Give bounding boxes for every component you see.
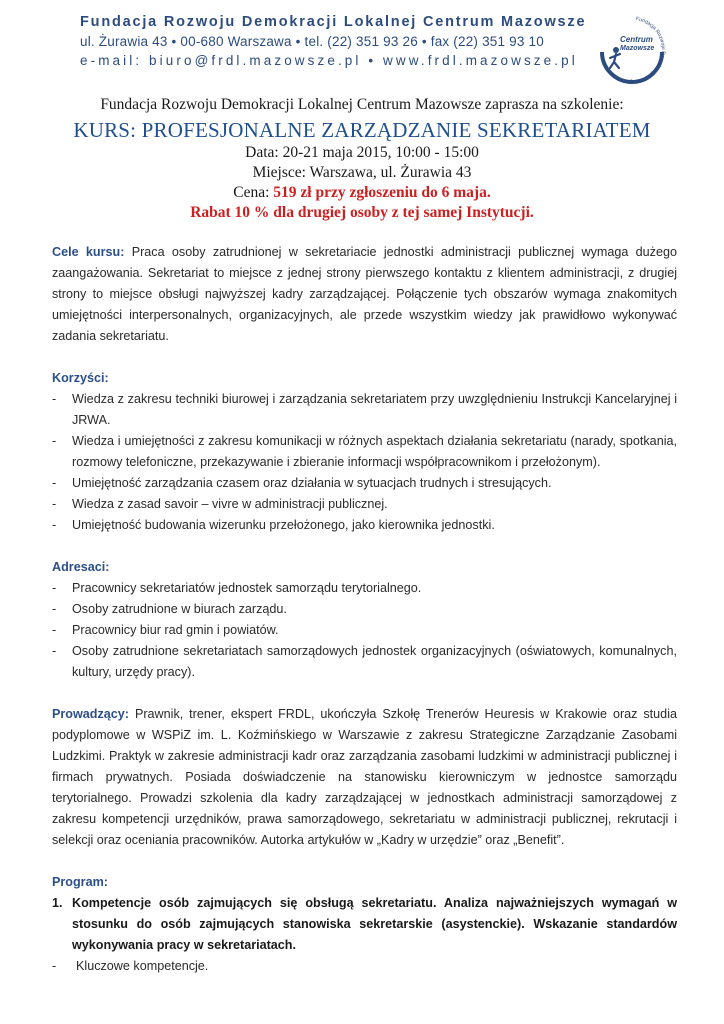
invitation-intro: Fundacja Rozwoju Demokracji Lokalnej Centrum Mazowsze zaprasza na szkolenie:: [100, 96, 624, 113]
dash-bullet: -: [52, 476, 57, 490]
list-item-text: Pracownicy biur rad gmin i powiatów.: [72, 623, 279, 637]
dash-bullet: -: [52, 644, 57, 658]
list-item-text: Osoby zatrudnione w biurach zarządu.: [72, 602, 287, 616]
program-item-text: Kompetencje osób zajmujących się obsługą sekretariatu. Analiza najważniejszych wymagań w stosunku do osób zajmujących stanowiska sekretarskie (asystenckie). Wskazanie standardów wykonywania pracy w sekretariatach.: [72, 896, 677, 952]
dash-bullet: -: [52, 623, 57, 637]
price-label: Cena:: [233, 184, 274, 201]
program-item-number: 1.: [52, 896, 63, 910]
list-item: [52, 494, 677, 515]
course-title: KURS: PROFESJONALNE ZARZĄDZANIE SEKRETARIATEM: [73, 118, 651, 142]
trainer-section: [52, 704, 677, 851]
document-body: [52, 242, 677, 977]
running-figure-icon: [610, 47, 620, 68]
course-date: Data: 20-21 maja 2015, 10:00 - 15:00: [245, 144, 479, 161]
list-item: [52, 431, 677, 473]
list-item: [52, 515, 677, 536]
list-item: [52, 620, 677, 641]
program-heading: Program:: [52, 875, 108, 889]
org-contact: e-mail: biuro@frdl.mazowsze.pl • www.frdl.mazowsze.pl: [80, 53, 578, 68]
list-item-text: Wiedza z zakresu techniki biurowej i zarządzania sekretariatem przy uwzględnieniu Instrukcji Kancelaryjnej i JRWA.: [72, 392, 677, 427]
list-item-text: Kluczowe kompetencje.: [76, 959, 209, 973]
dash-bullet: -: [52, 497, 57, 511]
trainer-text: Prawnik, trener, ekspert FRDL, ukończyła Szkołę Trenerów Heuresis w Krakowie oraz studia podyplomowe w WSPiZ im. L. Koźmińskiego w Warszawie z zakresu Strategiczne Zarządzanie Zasobami Ludzkimi. Praktyk w zakresie administracji kadr oraz zarządzania zasobami ludzkimi w administracji publicznej i firmach prywatnych. Posiada doświadczenie na stanowisku kierowniczym w jednostce samorządu terytorialnego. Prowadzi szkolenia dla kadry zarządzającej w jednostkach administracji samorządowej z zakresu kompetencji urzędników, prawa samorządowego, sekretariatu w administracji publicznej, rekrutacji i selekcji oraz oceniania pracowników. Autorka artykułów w „Kadry w urzędzie” oraz „Benefit”.: [52, 707, 677, 847]
list-item: [52, 599, 677, 620]
price-value: 519 zł przy zgłoszeniu do 6 maja.: [273, 184, 491, 201]
benefits-heading: Korzyści:: [52, 371, 109, 385]
goals-section: [52, 242, 677, 347]
course-discount: Rabat 10 % dla drugiej osoby z tej samej Instytucji.: [190, 204, 534, 221]
org-address: ul. Żurawia 43 • 00-680 Warszawa • tel. (22) 351 93 26 • fax (22) 351 93 10: [80, 34, 544, 49]
list-item-text: Umiejętność budowania wizerunku przełożonego, jako kierownika jednostki.: [72, 518, 495, 532]
audience-section: [52, 557, 677, 683]
letterhead: [0, 0, 724, 94]
audience-heading: Adresaci:: [52, 560, 110, 574]
list-item-text: Pracownicy sekretariatów jednostek samorządu terytorialnego.: [72, 581, 422, 595]
dash-bullet: -: [52, 602, 57, 616]
audience-list: [52, 578, 677, 683]
logo-line2: Mazowsze: [620, 45, 655, 52]
list-item: [52, 473, 677, 494]
list-item: [52, 956, 677, 977]
frdl-logo: [594, 12, 670, 88]
course-place: Miejsce: Warszawa, ul. Żurawia 43: [252, 164, 472, 181]
dash-bullet: -: [52, 959, 57, 973]
dash-bullet: -: [52, 392, 57, 406]
letterhead-text: [80, 14, 587, 68]
list-item-text: Wiedza z zasad savoir – vivre w administracji publicznej.: [72, 497, 388, 511]
course-price: [0, 183, 724, 203]
program-item: [52, 893, 677, 956]
list-item-text: Wiedza i umiejętności z zakresu komunikacji w różnych aspektach działania sekretariatu (narady, spotkania, rozmowy telefoniczne, przekazywanie i zbieranie informacji współpracownikom i przełożonym).: [72, 434, 677, 469]
list-item-text: Umiejętność zarządzania czasem oraz działania w sytuacjach trudnych i stresujących.: [72, 476, 552, 490]
org-name: Fundacja Rozwoju Demokracji Lokalnej Centrum Mazowsze: [80, 14, 587, 30]
benefits-section: [52, 368, 677, 536]
goals-text: Praca osoby zatrudnionej w sekretariacie jednostki administracji publicznej wymaga dużego zaangażowania. Sekretariat to miejsce z jednej strony pierwszego kontaktu z klientem administracji, z drugiej strony to miejsce obsługi najwyższej kadry zarządzającej. Połączenie tych obszarów wymaga znakomitych umiejętności interpersonalnych, organizacyjnych, ale przede wszystkim wiedzy jak prawidłowo wykonywać zadania sekretariatu.: [52, 245, 677, 343]
list-item-text: Osoby zatrudnione sekretariatach samorządowych jednostek organizacyjnych (oświatowych, komunalnych, kultury, urzędy pracy).: [72, 644, 677, 679]
invitation-block: [0, 95, 724, 223]
program-sublist: [52, 956, 677, 977]
logo-line1: Centrum: [620, 35, 653, 44]
program-section: [52, 872, 677, 977]
trainer-heading: Prowadzący:: [52, 707, 129, 721]
dash-bullet: -: [52, 434, 57, 448]
dash-bullet: -: [52, 581, 57, 595]
benefits-list: [52, 389, 677, 536]
list-item: [52, 578, 677, 599]
list-item: [52, 641, 677, 683]
dash-bullet: -: [52, 518, 57, 532]
logo-ring-text: Fundacja Rozwoju Demokracji Lokalnej: [631, 16, 666, 85]
goals-heading: Cele kursu:: [52, 245, 125, 259]
list-item: [52, 389, 677, 431]
